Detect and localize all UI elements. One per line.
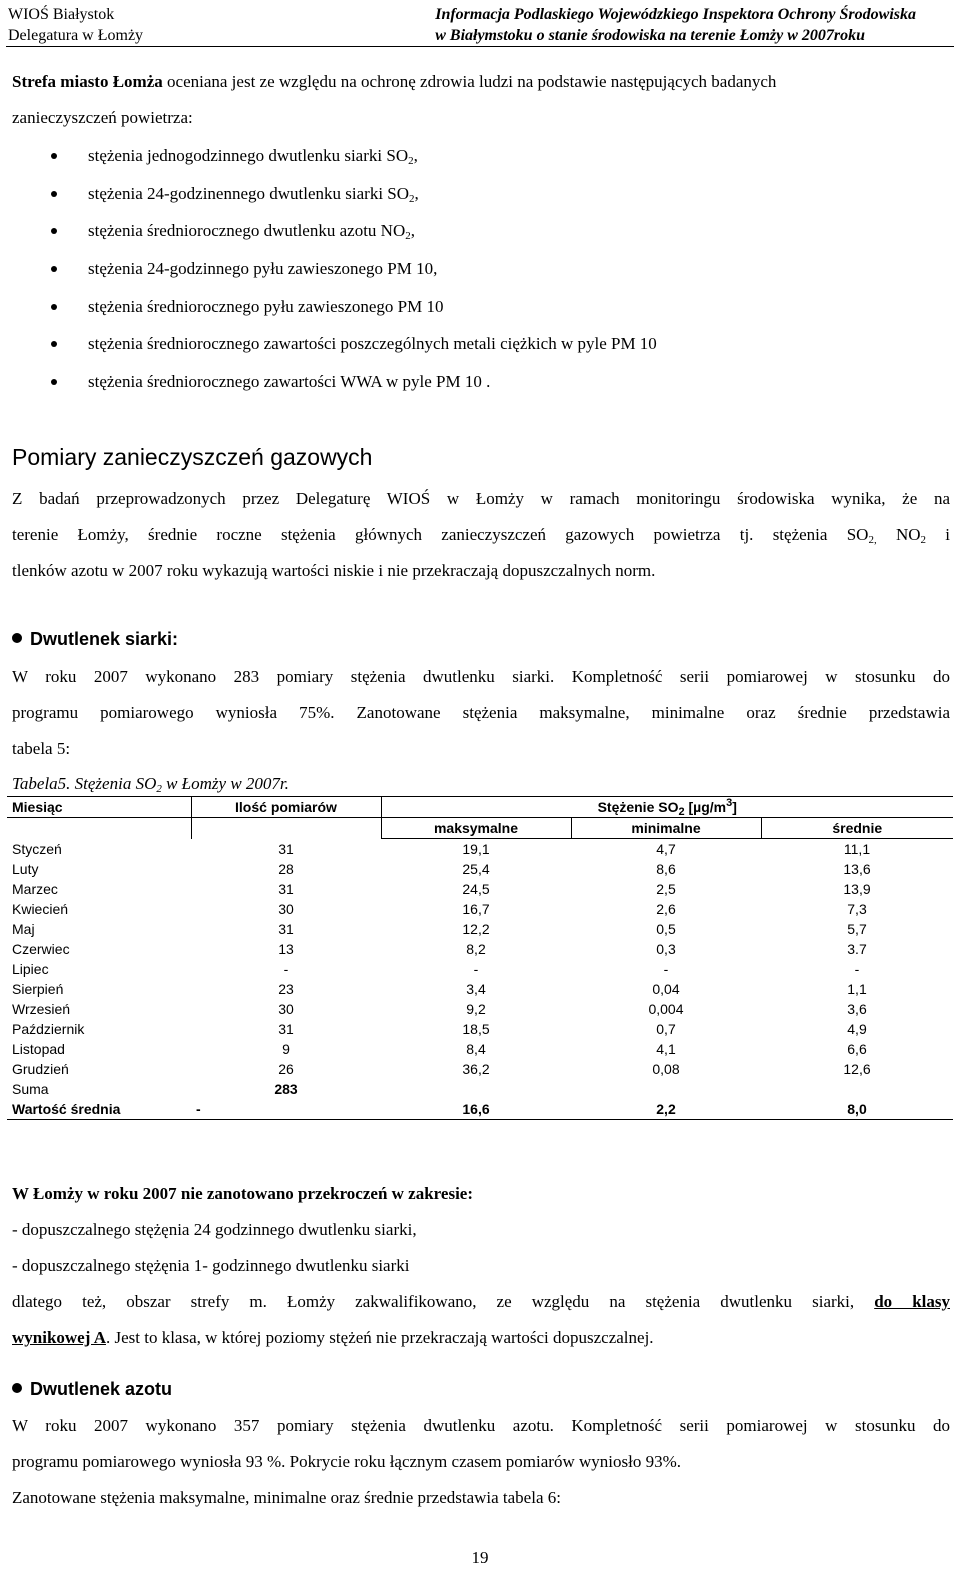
so2-line-2: programu pomiarowego wyniosła 75%. Zanotowane stężenia maksymalne, minimalne oraz średnie przedstawia xyxy=(12,703,950,722)
so2-table xyxy=(7,796,953,1120)
col-avg: średnie xyxy=(761,818,953,839)
month-cell: Lipiec xyxy=(12,961,49,977)
count-cell: 23 xyxy=(278,981,294,997)
so2-heading: Dwutlenek siarki: xyxy=(12,629,178,650)
header-right xyxy=(435,4,916,46)
table-row xyxy=(7,859,953,879)
table5-caption: Tabela5. Stężenia $SO_2$ w Łomży w 2007r. xyxy=(12,774,289,795)
exceed-line-1: dlatego też, obszar strefy m. Łomży zakwalifikowano, ze względu na stężenia dwutlenku siarki, do klasy xyxy=(12,1292,950,1311)
so2-paragraph xyxy=(12,659,950,767)
table-row xyxy=(7,879,953,899)
no2-heading: Dwutlenek azotu xyxy=(12,1379,172,1400)
table-row xyxy=(7,919,953,939)
count-cell: 13 xyxy=(278,941,294,957)
min-cell: 4,7 xyxy=(656,841,676,857)
table-row xyxy=(7,899,953,919)
sum-value: 283 xyxy=(274,1081,298,1097)
exceed-line-2: wynikowej A. Jest to klasa, w której poziomy stężeń nie przekraczają wartości dopuszczalnej. xyxy=(12,1328,654,1347)
header-branch: Delegatura w Łomży xyxy=(8,27,144,44)
avg-cell: 4,9 xyxy=(847,1021,867,1037)
count-cell: 31 xyxy=(278,921,294,937)
no2-line-2: programu pomiarowego wyniosła 93 %. Pokrycie roku łącznym czasem pomiarów wyniosło 93%. xyxy=(12,1452,681,1471)
table-row xyxy=(7,979,953,999)
avg-cell: - xyxy=(854,961,860,977)
col-min: minimalne xyxy=(571,818,761,839)
month-cell: Styczeń xyxy=(12,840,62,857)
table-subheader-row xyxy=(7,818,953,839)
avg-cell: 13,9 xyxy=(843,881,871,897)
exceed-item-1: - dopuszczalnego stężęnia 24 godzinnego dwutlenku siarki, xyxy=(12,1220,417,1239)
exceed-heading: W Łomży w roku 2007 nie zanotowano przekroczeń w zakresie: xyxy=(12,1184,474,1203)
month-cell: Maj xyxy=(12,921,35,937)
average-label: Wartość średnia xyxy=(7,1099,191,1120)
min-cell: 2,6 xyxy=(656,901,676,917)
min-cell: 8,6 xyxy=(656,861,676,877)
table-row xyxy=(7,999,953,1019)
count-cell: 31 xyxy=(278,1021,294,1037)
table-row xyxy=(7,839,953,860)
average-avg: 8,0 xyxy=(761,1099,953,1120)
count-cell: 28 xyxy=(278,861,294,877)
min-cell: - xyxy=(663,961,669,977)
header-title-2: w Białymstoku o stanie środowiska na terenie Łomży w 2007roku xyxy=(435,27,866,44)
list-item: stężenia średniorocznego zawartości WWA w pyle PM 10 . xyxy=(48,363,657,401)
so2-line-1: W roku 2007 wykonano 283 pomiary stężenia dwutlenku siarki. Kompletność serii pomiarowej w stosunku do xyxy=(12,667,950,686)
list-item: stężenia 24-godzinennego dwutlenku siarki $SO_2$, xyxy=(48,175,657,213)
min-cell: 4,1 xyxy=(656,1041,676,1057)
table-row xyxy=(7,939,953,959)
month-cell: Listopad xyxy=(12,1041,65,1057)
month-cell: Październik xyxy=(12,1021,85,1037)
average-count: - xyxy=(191,1099,381,1120)
list-item: stężenia średniorocznego zawartości poszczególnych metali ciężkich w pyle PM 10 xyxy=(48,325,657,363)
sum-label: Suma xyxy=(12,1081,49,1097)
list-item: stężenia 24-godzinnego pyłu zawieszonego PM 10, xyxy=(48,250,657,288)
table-average-row xyxy=(7,1099,953,1120)
month-cell: Luty xyxy=(12,861,39,877)
count-cell: 31 xyxy=(278,840,294,857)
avg-cell: 3,6 xyxy=(847,1001,867,1017)
avg-cell: 13,6 xyxy=(843,861,871,877)
exceed-item-2: - dopuszczalnego stężęnia 1- godzinnego dwutlenku siarki xyxy=(12,1256,410,1275)
min-cell: 0,04 xyxy=(652,981,680,997)
table-header-row xyxy=(7,797,953,818)
max-cell: - xyxy=(473,961,479,977)
bullet-dot-icon xyxy=(12,1383,22,1393)
month-cell: Marzec xyxy=(12,881,58,897)
max-cell: 24,5 xyxy=(462,881,490,897)
count-cell: 9 xyxy=(282,1041,290,1057)
no2-line-3: Zanotowane stężenia maksymalne, minimalne oraz średnie przedstawia tabela 6: xyxy=(12,1488,561,1507)
avg-cell: 1,1 xyxy=(847,981,867,997)
min-cell: 2,5 xyxy=(656,881,676,897)
avg-cell: 6,6 xyxy=(847,1041,867,1057)
max-cell: 36,2 xyxy=(462,1061,490,1077)
intro-text-1: oceniana jest ze względu na ochronę zdrowia ludzi na podstawie następujących badanych xyxy=(162,72,777,91)
max-cell: 16,7 xyxy=(462,901,490,917)
col-max: maksymalne xyxy=(381,818,571,839)
average-max: 16,6 xyxy=(381,1099,571,1120)
header-org: WIOŚ Białystok xyxy=(8,6,115,23)
avg-cell: 11,1 xyxy=(843,841,871,857)
gas-line-3: tlenków azotu w 2007 roku wykazują wartości niskie i nie przekraczają dopuszczalnych norm. xyxy=(12,561,656,580)
count-cell: 31 xyxy=(278,881,294,897)
table-row xyxy=(7,959,953,979)
min-cell: 0,004 xyxy=(648,1001,684,1017)
month-cell: Grudzień xyxy=(12,1061,69,1077)
gas-line-2: terenie Łomży, średnie roczne stężenia głównych zanieczyszczeń gazowych powietrza tj. stężenia $SO_{2,}$ $NO_2$ i xyxy=(12,525,950,546)
month-cell: Wrzesień xyxy=(12,1001,71,1017)
gas-line-1: Z badań przeprowadzonych przez Delegaturę WIOŚ w Łomży w ramach monitoringu środowiska wynika, że na xyxy=(12,489,950,508)
month-cell: Kwiecień xyxy=(12,901,69,917)
header-title-1: Informacja Podlaskiego Wojewódzkiego Inspektora Ochrony Środowiska xyxy=(435,6,916,23)
avg-cell: 12,6 xyxy=(843,1061,871,1077)
list-item: stężenia średniorocznego dwutlenku azotu $NO_2$, xyxy=(48,212,657,250)
table-row xyxy=(7,1059,953,1079)
count-cell: 26 xyxy=(278,1061,294,1077)
count-cell: 30 xyxy=(278,901,294,917)
gas-heading: Pomiary zanieczyszczeń gazowych xyxy=(12,444,373,470)
intro-bold: Strefa miasto Łomża xyxy=(12,72,163,91)
intro-paragraph xyxy=(12,64,950,136)
min-cell: 0,7 xyxy=(656,1021,676,1037)
list-item: stężenia średniorocznego pyłu zawieszonego PM 10 xyxy=(48,288,657,326)
gas-paragraph xyxy=(12,481,950,589)
max-cell: 19,1 xyxy=(462,841,490,857)
min-cell: 0,5 xyxy=(656,921,676,937)
min-cell: 0,08 xyxy=(652,1061,680,1077)
max-cell: 8,4 xyxy=(466,1041,486,1057)
pollutant-list xyxy=(48,137,657,401)
exceed-paragraph xyxy=(12,1176,950,1356)
max-cell: 3,4 xyxy=(466,981,486,997)
table-row xyxy=(7,1019,953,1039)
month-cell: Sierpień xyxy=(12,981,64,997)
list-item: stężenia jednogodzinnego dwutlenku siarki $SO_2$, xyxy=(48,137,657,175)
table-row xyxy=(7,1039,953,1059)
no2-line-1: W roku 2007 wykonano 357 pomiary stężenia dwutlenku azotu. Kompletność serii pomiarowej w stosunku do xyxy=(12,1416,950,1435)
col-concentration: Stężenie $SO_2$ $[\mu g/m^3]$ xyxy=(381,797,953,818)
avg-cell: 3.7 xyxy=(847,941,867,957)
no2-paragraph xyxy=(12,1408,950,1516)
intro-text-2: zanieczyszczeń powietrza: xyxy=(12,108,193,127)
max-cell: 8,2 xyxy=(466,941,486,957)
max-cell: 25,4 xyxy=(462,861,490,877)
avg-cell: 7,3 xyxy=(847,901,867,917)
count-cell: - xyxy=(283,961,289,977)
bullet-dot-icon xyxy=(12,633,22,643)
month-cell: Czerwiec xyxy=(12,941,70,957)
so2-line-3: tabela 5: xyxy=(12,739,71,758)
max-cell: 12,2 xyxy=(462,921,490,937)
max-cell: 9,2 xyxy=(466,1001,486,1017)
min-cell: 0,3 xyxy=(656,941,676,957)
count-cell: 30 xyxy=(278,1001,294,1017)
average-min: 2,2 xyxy=(571,1099,761,1120)
col-count: Ilość pomiarów xyxy=(191,797,381,818)
page-number: 19 xyxy=(471,1548,489,1567)
header-left xyxy=(8,4,143,46)
table-sum-row xyxy=(7,1079,953,1099)
max-cell: 18,5 xyxy=(462,1021,490,1037)
col-month: Miesiąc xyxy=(7,797,191,818)
avg-cell: 5,7 xyxy=(847,921,867,937)
page-header xyxy=(6,2,954,47)
